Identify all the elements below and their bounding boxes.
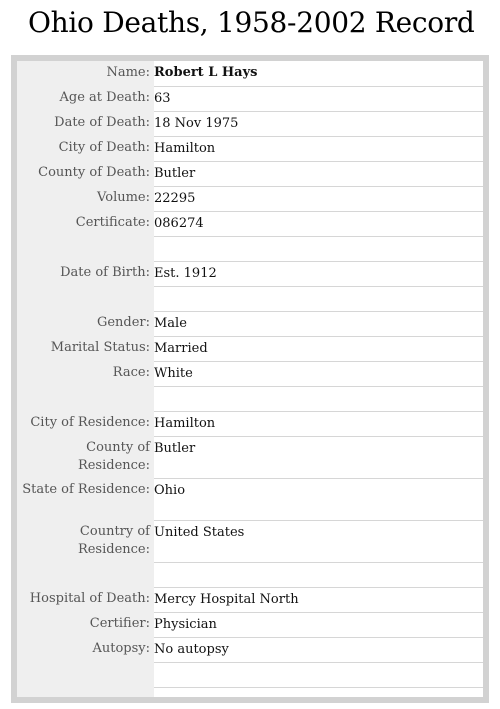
record-label: Certificate: <box>75 215 150 230</box>
record-label <box>17 236 154 261</box>
record-value: Mercy Hospital North <box>154 587 483 612</box>
record-value <box>154 286 483 311</box>
record-value <box>154 562 483 587</box>
record-row-county-of-death <box>17 161 483 186</box>
record-row-age-at-death <box>17 86 483 111</box>
record-value: Hamilton <box>154 136 483 161</box>
record-value: Butler <box>154 161 483 186</box>
record-row-name <box>17 61 483 86</box>
record-row-date-of-birth <box>17 261 483 286</box>
record-row-spacer <box>17 236 483 261</box>
record-value: United States <box>154 520 483 562</box>
record-panel-inner <box>17 61 483 697</box>
record-value: Butler <box>154 436 483 478</box>
record-label: City of Residence: <box>30 415 150 430</box>
record-value <box>154 662 483 687</box>
record-row-certificate <box>17 211 483 236</box>
record-label: Race: <box>112 365 150 380</box>
record-row-city-of-residence <box>17 411 483 436</box>
record-label: Autopsy: <box>92 641 150 656</box>
record-row-spacer <box>17 286 483 311</box>
record-row-city-of-death <box>17 136 483 161</box>
record-row-autopsy <box>17 637 483 662</box>
record-row-county-of-residence <box>17 436 483 478</box>
record-panel <box>11 55 489 703</box>
record-label: Certifier: <box>89 616 150 631</box>
record-row-spacer <box>17 562 483 587</box>
record-value: Ohio <box>154 478 483 520</box>
record-value: 63 <box>154 86 483 111</box>
record-value-name: Robert L Hays <box>154 61 483 86</box>
record-value: Married <box>154 336 483 361</box>
record-value: 18 Nov 1975 <box>154 111 483 136</box>
record-label: Name: <box>106 65 150 80</box>
record-row-volume <box>17 186 483 211</box>
record-label: County of Residence: <box>77 440 150 473</box>
record-label: Date of Death: <box>54 115 150 130</box>
record-value: Hamilton <box>154 411 483 436</box>
record-row-hospital-of-death <box>17 587 483 612</box>
record-label: County of Death: <box>38 165 150 180</box>
record-value: Male <box>154 311 483 336</box>
record-label: Country of Residence: <box>77 524 150 557</box>
record-row-spacer <box>17 386 483 411</box>
record-row-spacer <box>17 662 483 687</box>
record-row-country-of-residence <box>17 520 483 562</box>
record-value: 086274 <box>154 211 483 236</box>
record-row-state-of-residence <box>17 478 483 520</box>
record-label <box>17 562 154 587</box>
record-label: Volume: <box>97 190 150 205</box>
page-title: Ohio Deaths, 1958-2002 Record <box>28 6 475 39</box>
record-label: State of Residence: <box>22 482 150 497</box>
record-label <box>17 386 154 411</box>
record-label: Hospital of Death: <box>29 591 150 606</box>
record-label <box>17 662 154 687</box>
record-value <box>154 236 483 261</box>
record-value: 22295 <box>154 186 483 211</box>
record-label: City of Death: <box>58 140 150 155</box>
record-row-marital-status <box>17 336 483 361</box>
record-table <box>17 61 483 688</box>
record-row-certifier <box>17 612 483 637</box>
record-value <box>154 386 483 411</box>
record-value: Est. 1912 <box>154 261 483 286</box>
record-label: Date of Birth: <box>60 265 150 280</box>
record-row-date-of-death <box>17 111 483 136</box>
record-value: White <box>154 361 483 386</box>
record-label: Gender: <box>96 315 150 330</box>
record-label <box>17 286 154 311</box>
record-value: No autopsy <box>154 637 483 662</box>
record-value: Physician <box>154 612 483 637</box>
record-row-race <box>17 361 483 386</box>
record-label: Marital Status: <box>50 340 150 355</box>
record-label: Age at Death: <box>59 90 150 105</box>
record-row-gender <box>17 311 483 336</box>
